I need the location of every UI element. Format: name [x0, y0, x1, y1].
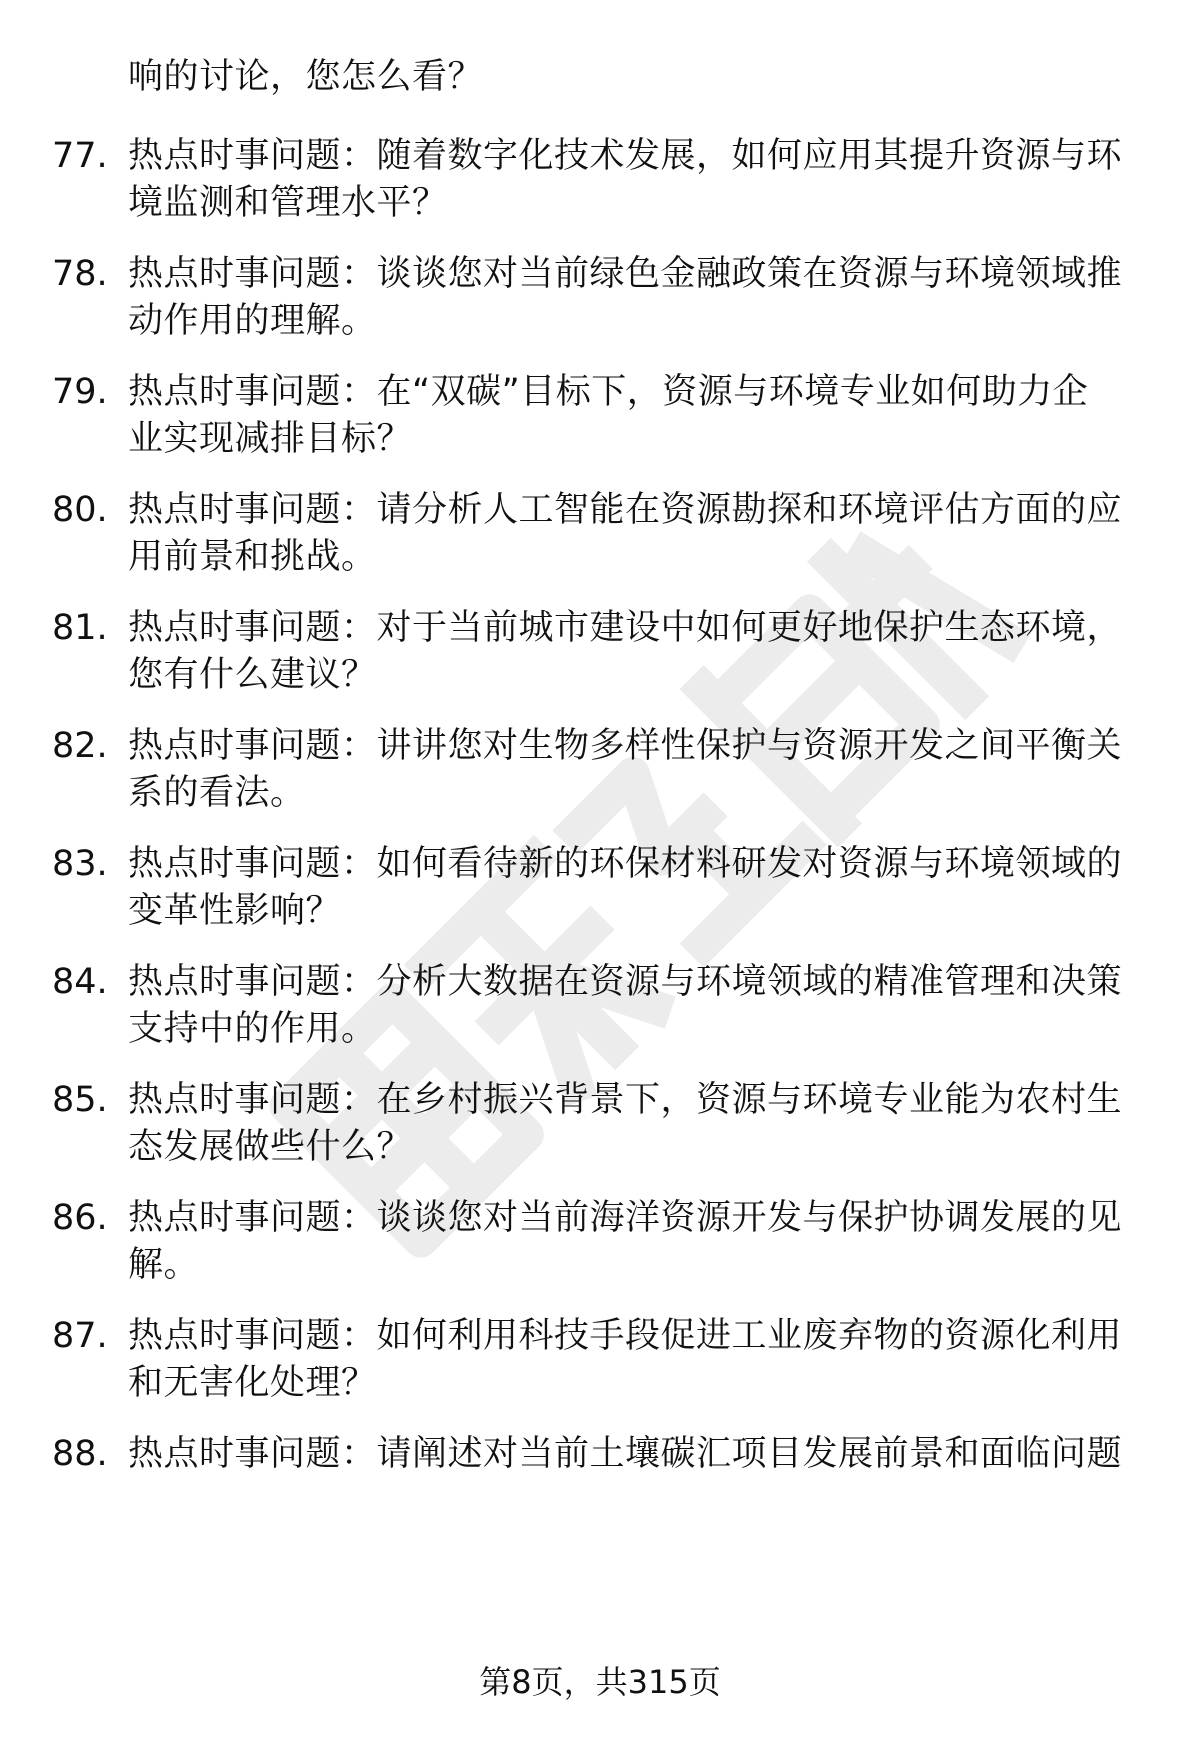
- item-80-line2: 用前景和挑战。: [128, 537, 377, 577]
- item-85-line2: 态发展做些什么？: [128, 1127, 413, 1167]
- item-79-line1: 热点时事问题：在“双碳”目标下，资源与环境专业如何助力企: [128, 372, 1089, 412]
- item-83-line2: 变革性影响？: [128, 891, 342, 931]
- item-84-line2: 支持中的作用。: [128, 1009, 377, 1049]
- item-82-line2: 系的看法。: [128, 773, 306, 813]
- item-83-line1: 热点时事问题：如何看待新的环保材料研发对资源与环境领域的: [128, 844, 1123, 884]
- item-88-line1: 热点时事问题：请阐述对当前土壤碳汇项目发展前景和面临问题: [128, 1434, 1123, 1474]
- item-79-line2: 业实现减排目标？: [128, 419, 413, 459]
- item-84-line1: 热点时事问题：分析大数据在资源与环境领域的精准管理和决策: [128, 962, 1123, 1002]
- item-82-line1: 热点时事问题：讲讲您对生物多样性保护与资源开发之间平衡关: [128, 726, 1123, 766]
- item-79-number: 79.: [52, 372, 108, 412]
- item-80-number: 80.: [52, 490, 108, 530]
- item-86-line1: 热点时事问题：谈谈您对当前海洋资源开发与保护协调发展的见: [128, 1198, 1123, 1238]
- item-81-number: 81.: [52, 608, 108, 648]
- item-83-number: 83.: [52, 844, 108, 884]
- continuation-text: 响的讨论，您怎么看？: [128, 57, 484, 97]
- item-77-number: 77.: [52, 136, 108, 176]
- item-82-number: 82.: [52, 726, 108, 766]
- item-81-line1: 热点时事问题：对于当前城市建设中如何更好地保护生态环境，: [128, 608, 1123, 648]
- item-78-number: 78.: [52, 254, 108, 294]
- item-84-number: 84.: [52, 962, 108, 1002]
- item-77-line2: 境监测和管理水平？: [128, 183, 448, 223]
- item-87-line2: 和无害化处理？: [128, 1363, 377, 1403]
- item-78-line1: 热点时事问题：谈谈您对当前绿色金融政策在资源与环境领域推: [128, 254, 1123, 294]
- item-86-line2: 解。: [128, 1245, 200, 1285]
- item-77-line1: 热点时事问题：随着数字化技术发展，如何应用其提升资源与环: [128, 136, 1123, 176]
- item-78-line2: 动作用的理解。: [128, 301, 377, 341]
- page-footer: 第8页，共315页: [479, 1663, 721, 1701]
- item-86-number: 86.: [52, 1198, 108, 1238]
- item-85-number: 85.: [52, 1080, 108, 1120]
- item-87-number: 87.: [52, 1316, 108, 1356]
- item-87-line1: 热点时事问题：如何利用科技手段促进工业废弃物的资源化利用: [128, 1316, 1123, 1356]
- item-81-line2: 您有什么建议？: [128, 655, 377, 695]
- item-85-line1: 热点时事问题：在乡村振兴背景下，资源与环境专业能为农村生: [128, 1080, 1123, 1120]
- item-88-number: 88.: [52, 1434, 108, 1474]
- item-80-line1: 热点时事问题：请分析人工智能在资源勘探和环境评估方面的应: [128, 490, 1123, 530]
